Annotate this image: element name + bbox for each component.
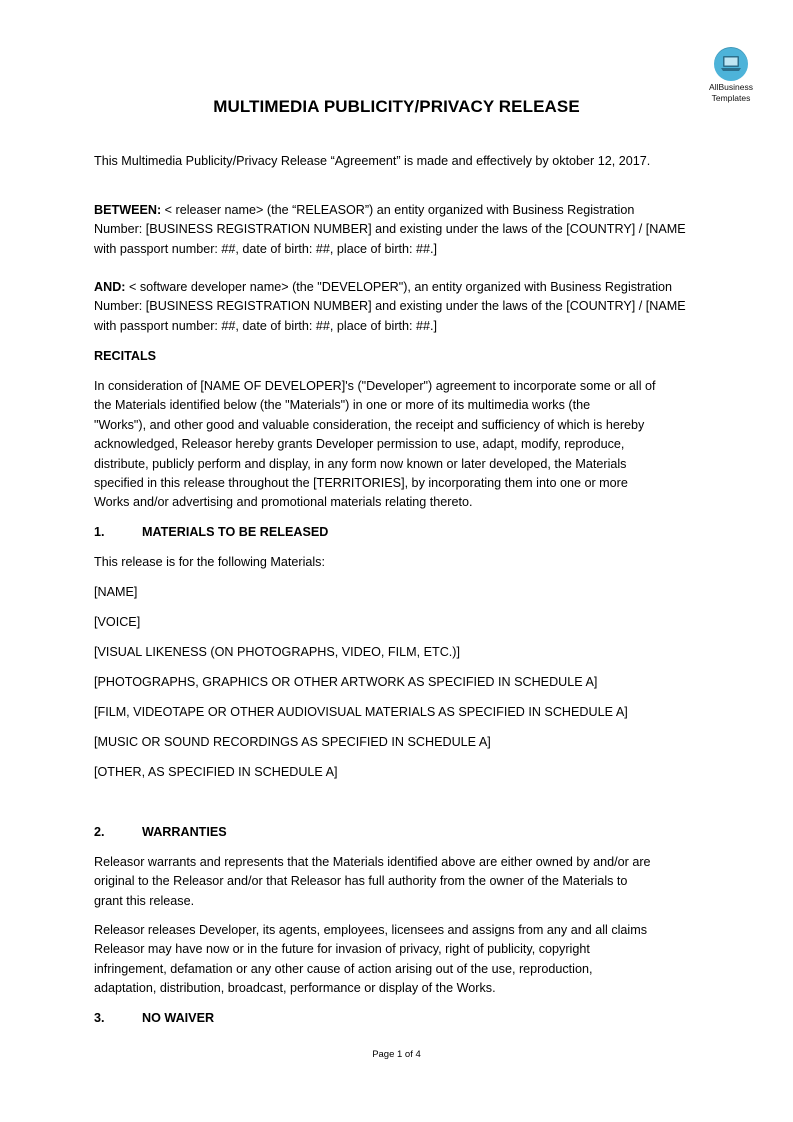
section-1-title: MATERIALS TO BE RELEASED bbox=[142, 525, 329, 539]
warranties-line: infringement, defamation or any other cause of action arising out of the use, reproduction, bbox=[94, 961, 593, 976]
between-line bbox=[94, 201, 704, 220]
material-item: [FILM, VIDEOTAPE OR OTHER AUDIOVISUAL MATERIALS AS SPECIFIED IN SCHEDULE A] bbox=[94, 705, 628, 719]
section-1-intro: This release is for the following Materials: bbox=[94, 555, 325, 569]
warranties-line: Releasor warrants and represents that the Materials identified above are either owned by and/or are bbox=[94, 855, 651, 869]
between-label: BETWEEN: bbox=[94, 203, 162, 217]
between-line: Number: [BUSINESS REGISTRATION NUMBER] and existing under the laws of the [COUNTRY] / [NAME bbox=[94, 222, 686, 237]
warranties-line: adaptation, distribution, broadcast, performance or display of the Works. bbox=[94, 981, 496, 996]
and-paragraph bbox=[94, 278, 704, 336]
recitals-heading: RECITALS bbox=[94, 349, 157, 363]
recitals-line: Works and/or advertising and promotional materials relating thereto. bbox=[94, 495, 473, 510]
recitals-line: In consideration of [NAME OF DEVELOPER]'s ("Developer") agreement to incorporate some or all of bbox=[94, 379, 656, 393]
section-2-heading bbox=[94, 823, 704, 842]
material-item: [VOICE] bbox=[94, 615, 141, 629]
warranties-line: Releasor may have now or in the future for invasion of privacy, right of publicity, copyright bbox=[94, 942, 590, 957]
warranties-line: original to the Releasor and/or that Releasor has full authority from the owner of the Materials to bbox=[94, 874, 628, 889]
between-line: with passport number: ##, date of birth: ##, place of birth: ##.] bbox=[94, 241, 438, 256]
material-item: [VISUAL LIKENESS (ON PHOTOGRAPHS, VIDEO, FILM, ETC.)] bbox=[94, 645, 460, 659]
and-line: Number: [BUSINESS REGISTRATION NUMBER] and existing under the laws of the [COUNTRY] / [NAME bbox=[94, 299, 686, 314]
document-title: MULTIMEDIA PUBLICITY/PRIVACY RELEASE bbox=[213, 97, 580, 116]
and-text: < software developer name> (the "DEVELOPER"), an entity organized with Business Registration bbox=[128, 280, 673, 294]
and-label: AND: bbox=[94, 280, 126, 294]
recitals-line: specified in this release throughout the [TERRITORIES], by incorporating them into one or more bbox=[94, 476, 628, 491]
between-text: < releaser name> (the “RELEASOR”) an entity organized with Business Registration bbox=[164, 203, 635, 217]
recitals-line: the Materials identified below (the "Materials") in one or more of its multimedia works (the bbox=[94, 398, 591, 413]
allbusiness-logo bbox=[700, 47, 762, 103]
page-footer: Page 1 of 4 bbox=[372, 1049, 421, 1060]
recitals-line: "Works"), and other good and valuable consideration, the receipt and sufficiency of which is hereby bbox=[94, 417, 645, 432]
warranties-paragraph-1 bbox=[94, 853, 704, 911]
laptop-icon bbox=[714, 47, 748, 81]
material-item: [MUSIC OR SOUND RECORDINGS AS SPECIFIED IN SCHEDULE A] bbox=[94, 735, 491, 749]
material-item: [PHOTOGRAPHS, GRAPHICS OR OTHER ARTWORK AS SPECIFIED IN SCHEDULE A] bbox=[94, 675, 598, 689]
section-3-heading bbox=[94, 1009, 704, 1028]
recitals-paragraph bbox=[94, 377, 704, 513]
section-3-number: 3. bbox=[94, 1011, 105, 1025]
warranties-line: Releasor releases Developer, its agents, employees, licensees and assigns from any and all claims bbox=[94, 923, 648, 937]
and-line bbox=[94, 278, 704, 297]
logo-text-line2: Templates bbox=[711, 93, 751, 103]
material-item: [OTHER, AS SPECIFIED IN SCHEDULE A] bbox=[94, 765, 338, 779]
section-2-number: 2. bbox=[94, 825, 105, 839]
intro-paragraph: This Multimedia Publicity/Privacy Release “Agreement” is made and effectively by oktober 12, 2017. bbox=[94, 154, 651, 168]
recitals-line: acknowledged, Releasor hereby grants Developer permission to use, adapt, modify, reproduce, bbox=[94, 437, 625, 452]
material-item: [NAME] bbox=[94, 585, 138, 599]
section-1-heading bbox=[94, 523, 704, 542]
between-paragraph bbox=[94, 201, 704, 259]
section-1-number: 1. bbox=[94, 525, 105, 539]
recitals-line: distribute, publicly perform and display, in any form now known or later developed, the Materials bbox=[94, 456, 627, 471]
section-2-title: WARRANTIES bbox=[142, 825, 227, 839]
warranties-line: grant this release. bbox=[94, 893, 195, 908]
section-3-title: NO WAIVER bbox=[142, 1011, 215, 1025]
and-line: with passport number: ##, date of birth: ##, place of birth: ##.] bbox=[94, 318, 438, 333]
logo-text-line1: AllBusiness bbox=[709, 82, 753, 92]
warranties-paragraph-2 bbox=[94, 921, 704, 999]
